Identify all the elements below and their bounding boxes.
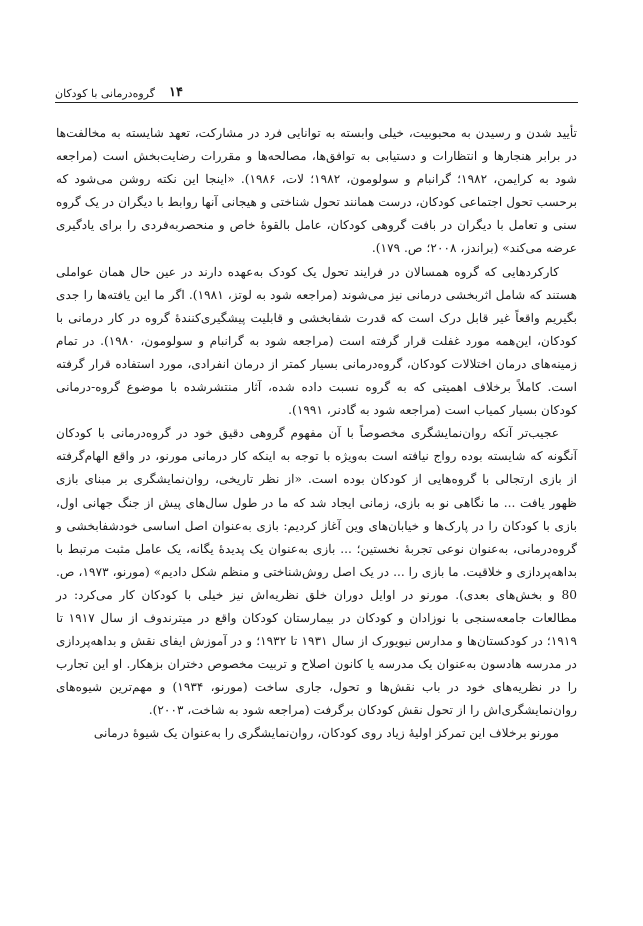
paragraph-2: کارکردهایی که گروه همسالان در فرایند تحول یک کودک به‌عهده دارند در عین حال همان عواملی هستند که شامل اثربخشی درمانی نیز می‌شوند (مراجعه شود به لوتز، ۱۹۸۱). اگر ما این یافته‌ها را جدی بگیریم واقعاً غیر قابل درک است که قدرت شفابخشی و قابلیت پیشگیری‌کنندهٔ گروه در کار درمانی با کودکان، این‌همه مورد غفلت قرار گرفته است (مراجعه شود به گرانبام و سولومون، ۱۹۸۰). در تمام زمینه‌های درمان اختلالات کودکان، گروه‌درمانی بسیار کمتر از درمان انفرادی، مورد استفاده قرار گرفته است. کاملاً برخلاف اهمیتی که به گروه نسبت داده شده، آثار منتشرشده با موضوع گروه-درمانی کودکان بسیار کمیاب است (مراجعه شود به گادنر، ۱۹۹۱). — [56, 264, 578, 418]
body-text — [56, 122, 577, 746]
paragraph-4: مورنو برخلاف این تمرکز اولیهٔ زیاد روی کودکان، روان‌نمایشگری را به‌عنوان یک شیوهٔ درمانی — [93, 726, 559, 741]
running-header — [55, 78, 578, 100]
running-title: گروه‌درمانی با کودکان — [55, 87, 155, 100]
page-number: ۱۴ — [168, 85, 183, 100]
paragraph-1: تأیید شدن و رسیدن به محبوبیت، خیلی وابسته به توانایی فرد در مشارکت، تعهد شایسته به مخالفت‌ها در برابر هنجارها و انتظارات و دستیابی به توافق‌ها، مصالحه‌ها و مقررات رضایت‌بخش است (مراجعه شود به کرایمن، ۱۹۸۲؛ گرانبام و سولومون، ۱۹۸۲؛ لات، ۱۹۸۶). «اینجا این نکته روشن می‌شود که برحسب تحول اجتماعی کودکان، درست همانند تحول شناختی و هیجانی آنها روابط با دیگران در یک گروه سنی و تعامل با دیگران در بافت گروهی کودکان، عامل بالقوهٔ خاص و منحصربه‌فردی را برای یادگیری عرضه می‌کند» (براندز، ۲۰۰۸؛ ص. ۱۷۹). — [56, 126, 578, 256]
paragraph-3: عجیب‌تر آنکه روان‌نمایشگری مخصوصاً با آن مفهوم گروهی دقیق خود در گروه‌درمانی با کودکان آنگونه که شایسته بوده رواج نیافته است به‌ویژه با توجه به اینکه کار درمانی مورنو، در واقع الهام‌گرفته از بازی ارتجالی با گروه‌هایی از کودکان بوده است. «از نظر تاریخی، روان‌نمایشگری بر مبنای بازی ظهور یافت ... ما نگاهی نو به بازی، زمانی ایجاد شد که ما در طول سال‌های پیش از جنگ جهانی اول، بازی با کودکان را در پارک‌ها و خیابان‌های وین آغاز کردیم: بازی به‌عنوان اصل اساسی خودشفابخشی و گروه‌درمانی، به‌عنوان نوعی تجربهٔ نخستین؛ ... بازی به‌عنوان یک پدیدهٔ یگانه، یک عامل مثبت مرتبط با بداهه‌پردازی و خلاقیت. ما بازی را ... در یک اصل روش‌شناختی و منظم شکل دادیم» (مورنو، ۱۹۷۳، ص. 80 و بخش‌های بعدی). مورنو در اوایل دوران خلق نظریه‌اش نیز خیلی با کودکان کار می‌کرد: در مطالعات جامعه‌سنجی با نوزادان و کودکان در بیمارستان کودکان واقع در میترندوف از سال ۱۹۱۷ تا ۱۹۱۹؛ در کودکستان‌ها و مدارس نیویورک از سال ۱۹۳۱ تا ۱۹۳۲؛ و در آموزش ایفای نقش و بداهه‌پردازی در مدرسه هادسون به‌عنوان یک مدرسه یا کانون اصلاح و تربیت مخصوص دختران بزهکار. او این تجارب را در نظریه‌های خود در باب نقش‌ها و تحول، جاری ساخت (مورنو، ۱۹۳۴) و مهم‌ترین شیوه‌های روان‌نمایشگری‌اش را از تحول نقش کودکان برگرفت (مراجعه شود به شاخت، ۲۰۰۳). — [56, 426, 578, 718]
header-rule — [55, 102, 578, 103]
